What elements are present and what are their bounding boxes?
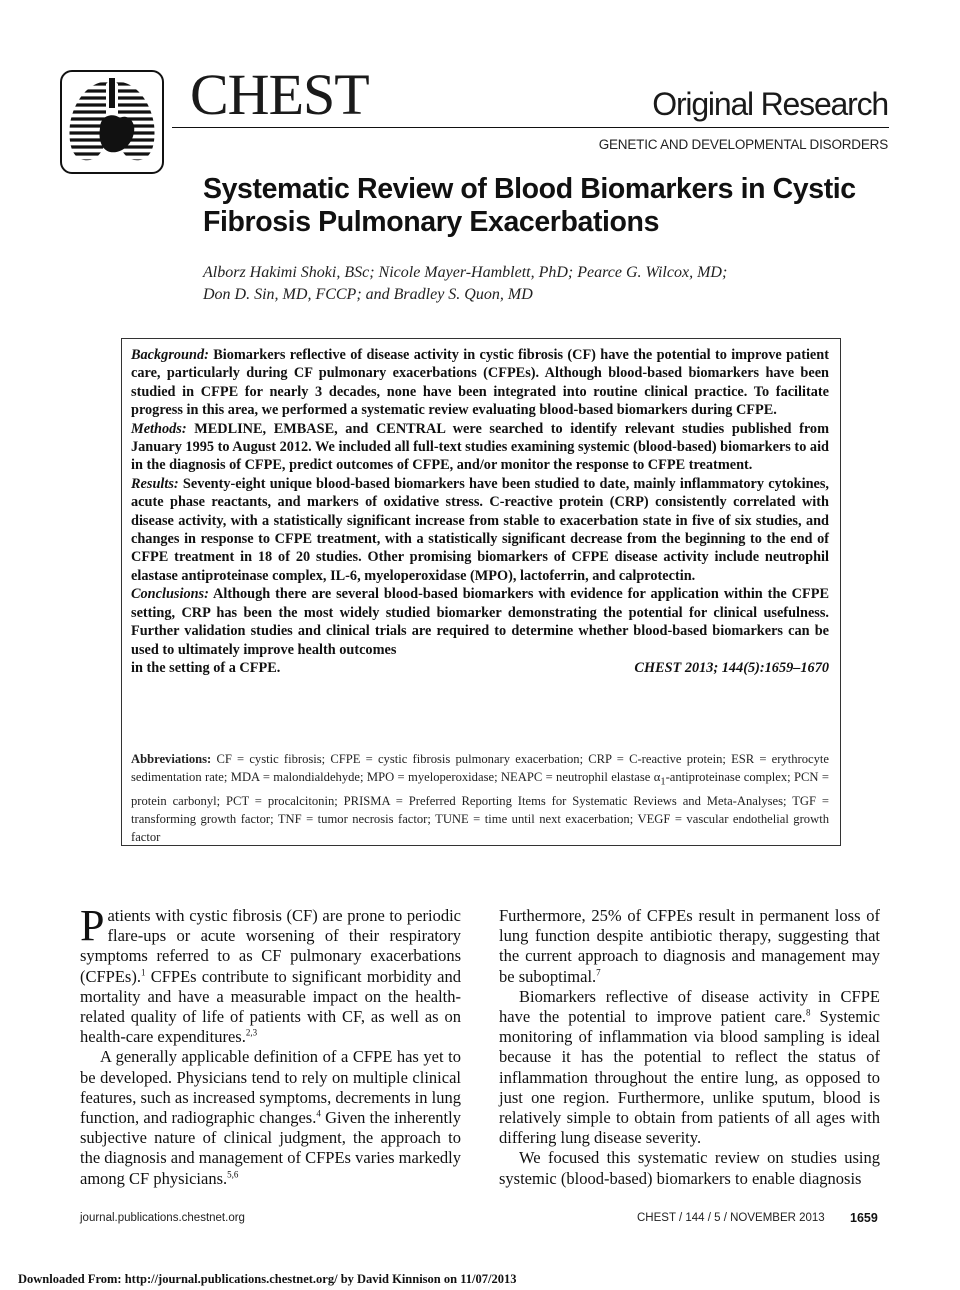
authors-line-1: Alborz Hakimi Shoki, BSc; Nicole Mayer-Hamblett, PhD; Pearce G. Wilcox, MD; xyxy=(203,264,728,281)
abbreviations-subscript: 1 xyxy=(660,776,666,788)
body-paragraph-1 xyxy=(80,901,461,1047)
results-label: Results: xyxy=(131,475,179,492)
abbreviations-text-a: CF = cystic fibrosis; CFPE = cystic fibrosis pulmonary exacerbation; CRP = C-reactive protein; ESR = erythrocyte sedimentation rate; MDA = malondialdehyde; MPO = myeloperoxidase; NEAPC = neutrophil elastase α xyxy=(131,752,829,784)
conclusions-end-text: in the setting of a CFPE. xyxy=(131,659,281,676)
conclusions-text: Although there are several blood-based biomarkers with evidence for application within the CFPE setting, CRP has been the most widely studied biomarker demonstrating the potential for clinical usefulness. Further validation studies and clinical trials are required to determine whether blood-based biomarkers can be used to ultimately improve health outcomes xyxy=(131,586,829,658)
journal-name: CHEST xyxy=(190,62,369,127)
results-text: Seventy-eight unique blood-based biomarkers have been studied to date, mainly inflammatory cytokines, acute phase reactants, and markers of oxidative stress. C-reactive protein (CRP) consistently correlated with disease activity, with a statistically significant increase from stable to exacerbation state in five of six studies, and changes in response to CFPE treatment, with a statistically significant decrease from the beginning to the end of CFPE treatment in 18 of 20 studies. Other promising biomarkers of CFPE disease activity include neutrophil elastase antiproteinase complex, IL-6, myeloperoxidase (MPO), lactoferrin, and calprotectin. xyxy=(131,475,829,584)
section-label: GENETIC AND DEVELOPMENTAL DISORDERS xyxy=(598,137,888,152)
abbreviations-text-b: -antiproteinase complex; PCN = protein carbonyl; PCT = procalcitonin; PRISMA = Preferred Reporting Items for Systematic Reviews and Meta-Analyses; TGF = transforming growth factor; TNF = tumor necrosis factor; TUNE = time until next exacerbation; VEGF = vascular endothelial growth factor xyxy=(131,770,829,844)
p2-text: A generally applicable definition of a CFPE has yet to be developed. Physicians tend to rely on multiple clinical features, such as increased symptoms, decrements in lung function, and radiographic changes. xyxy=(80,1047,461,1128)
body-paragraph-5 xyxy=(499,1148,880,1188)
p4-text-2: Systemic monitoring of inflammation via blood sampling is ideal because it has the potential to reflect the status of inflammation throughout the entire lung, as opposed to just one region. Furthermore, unlike sputum, blood is relatively simple to obtain from patients of all ages with differing lung disease severity. xyxy=(499,1007,880,1148)
body-paragraph-4 xyxy=(499,987,880,1149)
p1-text: atients with cystic fibrosis (CF) are prone to periodic flare-ups or acute worsening of their respiratory symptoms referred to as CF pulmonary exacerbations (CFPEs). xyxy=(80,906,461,986)
conclusions-label: Conclusions: xyxy=(131,586,209,603)
abstract-conclusions xyxy=(131,585,829,659)
methods-text: MEDLINE, EMBASE, and CENTRAL were searched to identify relevant studies published from January 1995 to August 2012. We included all full-text studies examining systemic (blood-based) biomarkers to aid in the diagnosis of CFPE, predict outcomes of CFPE, and/or monitor the response to CFPE treatment. xyxy=(131,420,829,474)
body-paragraph-2 xyxy=(80,1047,461,1188)
article-citation: CHEST 2013; 144(5):1659–1670 xyxy=(634,659,829,676)
body-column-right xyxy=(499,906,880,1189)
page-number: 1659 xyxy=(850,1211,878,1225)
abbreviations xyxy=(131,750,829,846)
authors-line-2: Don D. Sin, MD, FCCP; and Bradley S. Quon, MD xyxy=(203,286,533,303)
lungs-heart-logo-icon xyxy=(60,70,164,174)
article-type: Original Research xyxy=(652,86,888,122)
author-list xyxy=(203,262,843,306)
article-title: Systematic Review of Blood Biomarkers in Cystic Fibrosis Pulmonary Exacerbations xyxy=(203,173,856,238)
body-paragraph-3 xyxy=(499,906,880,987)
p2-text-2: Given the inherently subjective nature of clinical judgment, the approach to the diagnosis and management of CFPEs varies markedly among CF physicians. xyxy=(80,1108,461,1188)
abstract-results xyxy=(131,475,829,585)
p5-text: We focused this systematic review on studies using systemic (blood-based) biomarkers to enable diagnosis xyxy=(499,1148,880,1188)
abstract-methods xyxy=(131,420,829,475)
header-divider xyxy=(172,127,889,128)
background-label: Background: xyxy=(131,347,209,363)
conclusions-last-line xyxy=(131,659,829,677)
reference-marker: 2,3 xyxy=(245,1027,258,1038)
reference-marker: 8 xyxy=(806,1007,811,1018)
reference-marker: 5,6 xyxy=(227,1169,239,1180)
p4-text: Biomarkers reflective of disease activity in CFPE have the potential to improve patient care. xyxy=(499,986,880,1027)
background-text: Biomarkers reflective of disease activity in cystic fibrosis (CF) have the potential to improve patient care, particularly during CF pulmonary exacerbations (CFPEs). Although blood-based biomarkers have been studied in CFPE for nearly 3 decades, none have been integrated into routine clinical practice. To facilitate progress in this area, we performed a systematic review evaluating blood-based biomarkers during CFPE. xyxy=(131,347,829,419)
journal-url[interactable]: journal.publications.chestnet.org xyxy=(80,1212,245,1224)
abstract xyxy=(131,346,829,677)
p1-text-2: CFPEs contribute to significant morbidity and mortality and have a measurable impact on the health-related quality of life of patients with CF, as well as on health-care expenditures. xyxy=(80,966,461,1047)
body-column-left xyxy=(80,901,461,1189)
abbreviations-label: Abbreviations: xyxy=(131,752,212,766)
issue-info: CHEST / 144 / 5 / NOVEMBER 2013 xyxy=(637,1212,825,1224)
dropcap: P xyxy=(80,901,105,950)
logo-graphic xyxy=(62,72,162,172)
reference-marker: 7 xyxy=(596,967,601,978)
methods-label: Methods: xyxy=(131,420,187,437)
p3-text: Furthermore, 25% of CFPEs result in permanent loss of lung function despite antibiotic therapy, suggesting that the current approach to diagnosis and management may be suboptimal. xyxy=(499,906,880,986)
reference-marker: 1 xyxy=(140,967,146,978)
reference-marker: 4 xyxy=(316,1108,321,1119)
abstract-background xyxy=(131,346,829,420)
download-note: Downloaded From: http://journal.publications.chestnet.org/ by David Kinnison on 11/07/2013 xyxy=(18,1272,517,1286)
